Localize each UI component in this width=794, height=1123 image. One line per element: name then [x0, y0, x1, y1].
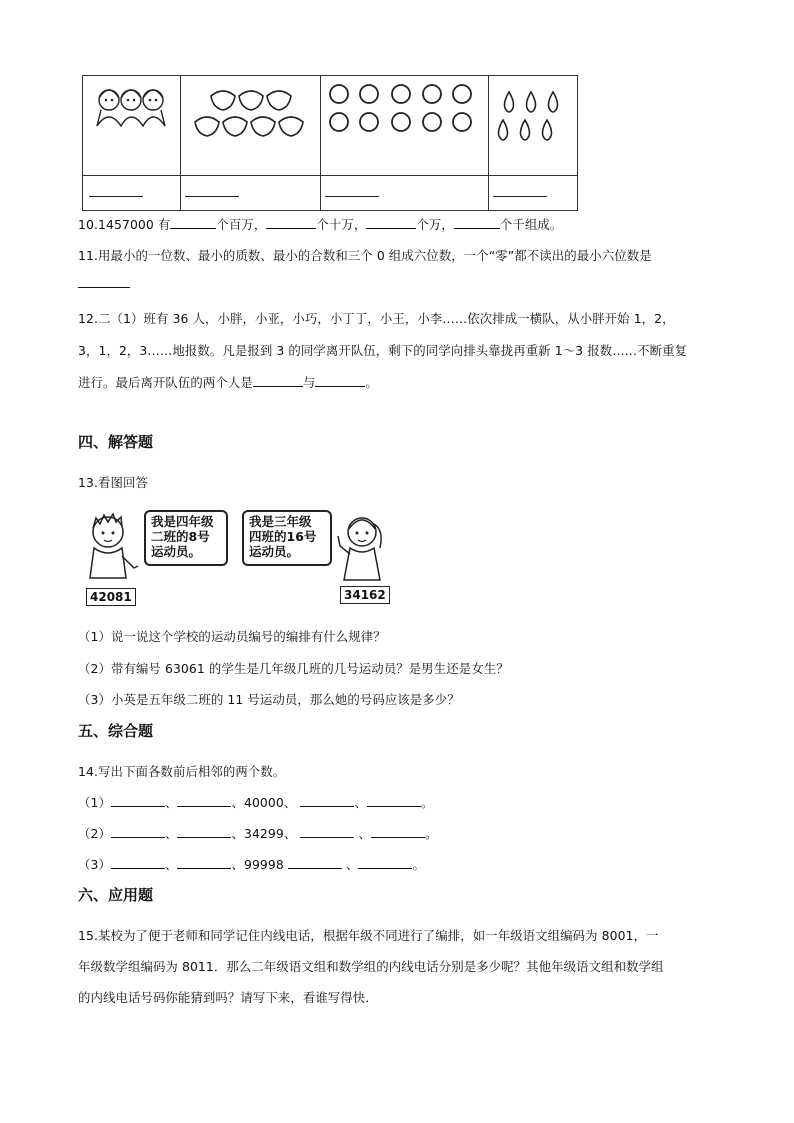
peach-icon [181, 76, 320, 171]
answer-cell-2[interactable] [181, 176, 321, 211]
end-mark: 。 [412, 857, 425, 872]
athlete-figure [82, 506, 402, 610]
answer-blank[interactable] [177, 796, 231, 807]
answer-blank[interactable] [367, 796, 421, 807]
boy-speech-bubble [144, 510, 228, 566]
end-mark: 。 [420, 795, 434, 810]
question-14-title: 14.写出下面各数前后相邻的两个数。 [78, 764, 286, 779]
answer-blank[interactable] [111, 796, 165, 807]
speech-line: 四班的16号 [249, 529, 317, 544]
question-15-line-1: 15.某校为了便于老师和同学记住内线电话，根据年级不同进行了编排，如一年级语文组编码为 8001，一 [78, 928, 659, 943]
q10-prefix: 10.1457000 有 [78, 217, 171, 232]
separator: 、 [231, 795, 244, 810]
q10-text: 个万， [416, 217, 454, 232]
question-11: 11.用最小的一位数、最小的质数、最小的合数和三个 0 组成六位数，一个“零”都不读出的最小六位数是 [78, 248, 652, 263]
given-number: 40000 [243, 795, 284, 810]
answer-blank[interactable] [78, 287, 130, 288]
question-13-title: 13.看图回答 [78, 475, 148, 490]
answer-blank[interactable] [170, 218, 216, 229]
peach-cell [181, 76, 321, 176]
question-12-line-3 [78, 373, 378, 391]
kids-icon [83, 76, 180, 171]
speech-line: 我是三年级 [249, 514, 312, 529]
question-12-line-2: 3，1，2，3……地报数。凡是报到 3 的同学离开队伍，剩下的同学向排头靠拢再重新 1～3 报数……不断重复 [78, 343, 688, 358]
separator: 、 [358, 826, 371, 841]
question-15-line-3: 的内线电话号码你能猜到吗？请写下来，看谁写得快． [78, 990, 378, 1005]
question-13-sub-3: （3）小英是五年级二班的 11 号运动员，那么她的号码应该是多少？ [78, 692, 460, 707]
separator: 、 [164, 857, 178, 872]
section-4-title: 四、解答题 [78, 433, 154, 451]
row-label: （1） [78, 795, 111, 810]
boy-icon [82, 508, 142, 588]
speech-line: 运动员。 [249, 544, 300, 559]
answer-blank[interactable] [300, 796, 354, 807]
given-number: 99998 [243, 857, 284, 872]
girl-icon [334, 508, 394, 588]
separator: 、 [164, 795, 178, 810]
answer-line[interactable] [493, 196, 547, 197]
pear-icon [489, 76, 577, 171]
girl-number: 34162 [340, 586, 390, 604]
question-10 [78, 215, 562, 233]
separator: 、 [231, 857, 244, 872]
pear-cell [489, 76, 578, 176]
section-5-title: 五、综合题 [78, 722, 154, 740]
answer-cell-1[interactable] [83, 176, 181, 211]
answer-blank[interactable] [454, 218, 500, 229]
answer-line[interactable] [185, 196, 239, 197]
answer-blank[interactable] [288, 858, 342, 869]
answer-blank[interactable] [111, 858, 165, 869]
section-6-title: 六、应用题 [78, 886, 154, 904]
apple-icon [321, 76, 488, 171]
end-mark: 。 [424, 826, 438, 841]
answer-blank[interactable] [111, 827, 165, 838]
answer-blank[interactable] [253, 376, 303, 387]
speech-line: 我是四年级 [151, 514, 214, 529]
q12-text: 。 [365, 375, 378, 390]
boy-number: 42081 [86, 588, 136, 606]
question-15-line-2: 年级数学组编码为 8011．那么二年级语文组和数学组的内线电话分别是多少呢？其他年级语文组和数学组 [78, 959, 664, 974]
question-14-row-3 [78, 855, 425, 873]
speech-line: 运动员。 [151, 544, 202, 559]
question-12-line-1: 12.二（1）班有 36 人，小胖，小亚，小巧，小丁丁，小王，小李……依次排成一横队，从小胖开始 1，2， [78, 311, 675, 326]
q10-text: 个千组成。 [499, 217, 563, 232]
answer-blank[interactable] [177, 827, 231, 838]
q10-text: 个百万， [216, 217, 267, 232]
speech-line: 二班的8号 [151, 529, 210, 544]
answer-blank[interactable] [315, 376, 365, 387]
answer-blank[interactable] [266, 218, 316, 229]
separator: 、 [231, 826, 244, 841]
answer-blank[interactable] [300, 827, 354, 838]
answer-cell-4[interactable] [489, 176, 578, 211]
answer-blank[interactable] [177, 858, 231, 869]
picture-count-table [82, 75, 578, 211]
question-14-row-1 [78, 793, 433, 811]
row-label: （3） [78, 857, 111, 872]
girl-speech-bubble [242, 510, 332, 566]
q12-text: 与 [302, 375, 316, 390]
q12-text: 进行。最后离开队伍的两个人是 [78, 375, 253, 390]
separator: 、 [345, 857, 359, 872]
answer-blank[interactable] [358, 858, 412, 869]
question-13-sub-2: （2）带有编号 63061 的学生是几年级几班的几号运动员？是男生还是女生？ [78, 661, 509, 676]
answer-cell-3[interactable] [321, 176, 489, 211]
kids-cell [83, 76, 181, 176]
row-label: （2） [78, 826, 111, 841]
apple-cell [321, 76, 489, 176]
answer-line[interactable] [89, 196, 143, 197]
q10-text: 个十万， [316, 217, 367, 232]
question-14-row-2 [78, 824, 437, 842]
answer-blank[interactable] [366, 218, 416, 229]
separator: 、 [354, 795, 367, 810]
separator: 、 [283, 826, 297, 841]
separator: 、 [164, 826, 178, 841]
given-number: 34299 [243, 826, 284, 841]
question-13-sub-1: （1）说一说这个学校的运动员编号的编排有什么规律？ [78, 629, 386, 644]
answer-blank[interactable] [371, 827, 425, 838]
separator: 、 [283, 795, 297, 810]
answer-line[interactable] [325, 196, 379, 197]
